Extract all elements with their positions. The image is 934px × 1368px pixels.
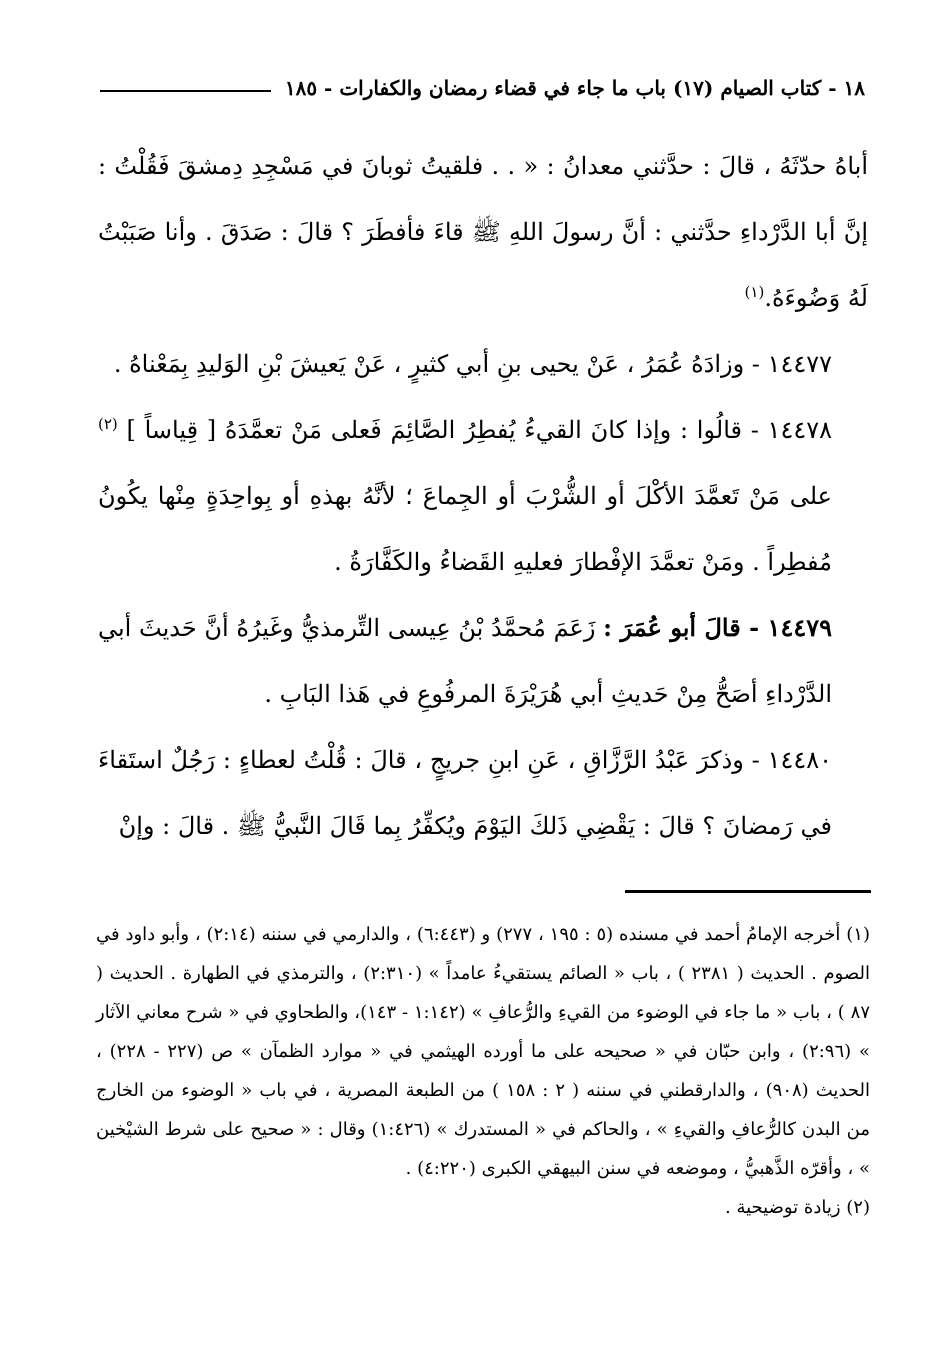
main-text [98, 133, 868, 859]
paragraph-14479 [98, 595, 868, 727]
paragraph-14478 [98, 397, 868, 595]
running-title: ١٨ - كتاب الصيام (١٧) باب ما جاء في قضاء رمضان والكفارات - ١٨٥ [284, 76, 865, 100]
footnote-rule [625, 890, 871, 893]
footnote-1: (١) أخرجه الإمامُ أحمد في مسنده (٥ : ١٩٥ ، ٢٧٧) و (٦:٤٤٣) ، والدارمي في سننه (٢:١٤) ، وأبو داود في الصوم . الحديث ( ٢٣٨١ ) ، باب « الصائم يستقيءُ عامداً » (٢:٣١٠) ، والترمذي في الطهارة . الحديث ( ٨٧ ) ، باب « ما جاء في الوضوء من القيءِ والرُّعافِ » (١:١٤٢ - ١٤٣)، والطحاوي في « شرح معاني الآثار » (٢:٩٦) ، وابن حبّان في « صحيحه على ما أورده الهيثمي في « موارد الظمآن » ص (٢٢٧ - ٢٢٨) ، الحديث (٩٠٨) ، والدارقطني في سننه ( ٢ : ١٥٨ ) من الطبعة المصرية ، في باب « الوضوء من الخارج من البدن كالرُّعافِ والقيءِ » ، والحاكم في « المستدرك » (١:٤٢٦) وقال : « صحيح على شرط الشيْخين » ، وأقرّه الذَّهبيُّ ، وموضعه في سنن البيهقي الكبرى (٤:٢٢٠) . [96, 924, 871, 1179]
paragraph-14477: ١٤٤٧٧ - وزادَهُ عُمَرُ ، عَنْ يحيى بنِ أبي كثيرٍ ، عَنْ يَعيشَ بْنِ الوَليدِ بِمَعْناهُ . [113, 350, 832, 378]
header-rule [100, 90, 271, 92]
running-header [100, 76, 865, 100]
footnotes [96, 915, 870, 1227]
paragraph-lead: ١٤٤٧٩ - قالَ أبو عُمَرَ : [603, 613, 832, 642]
paragraph-continuation [98, 133, 868, 331]
footnote-2: (٢) زيادة توضيحية . [725, 1197, 870, 1218]
footnote-marker-2: (٢) [98, 415, 118, 433]
paragraph-14480: ١٤٤٨٠ - وذكرَ عَبْدُ الرَّزَّاقِ ، عَنِ ابنِ جريجٍ ، قالَ : قُلْتُ لعطاءٍ : رَجُلٌ استَقاءَ في رَمضانَ ؟ قالَ : يَقْضِي ذَلكَ اليَوْمَ ويُكفِّرُ بِما قَالَ النَّبيُّ ﷺ . قالَ : وإنْ [98, 746, 832, 840]
footnote-marker-1: (١) [744, 283, 765, 301]
paragraph-text: على مَنْ تَعمَّدَ الأكْلَ أو الشُّرْبَ أو الجِماعَ ؛ لأنَّهُ بهذهِ أو بِواحِدَةٍ مِنْها يكُونُ مُفطِراً . ومَنْ تعمَّدَ الإفْطارَ فعليهِ القَضاءُ والكَفَّارَةُ . [98, 482, 832, 576]
paragraph-text: زَعَمَ مُحمَّدُ بْنُ عِيسى التِّرمذيُّ وغَيرُهُ أنَّ حَديثَ أبي الدَّرْداءِ أصَحُّ مِنْ حَديثِ أبي هُرَيْرَةَ المرفُوعِ في هَذا البَابِ . [98, 614, 832, 708]
paragraph-text: أباهُ حدّثَهُ ، قالَ : حدَّثني معدانُ : « . . فلقيتُ ثوبانَ في مَسْجِدِ دِمشقَ فَقُلْتُ : إنَّ أبا الدَّرْداءِ حدَّثني : أنَّ رسولَ اللهِ ﷺ قاءَ فأفطَرَ ؟ قالَ : صَدَقَ . وأنا صَبَبْتُ لَهُ وَضُوءَهُ. [98, 152, 868, 312]
paragraph-text: ١٤٤٧٨ - قالُوا : وإذا كانَ القيءُ يُفطِرُ الصَّائِمَ فَعلى مَنْ تعمَّدَهُ [ قِياساً ] [126, 416, 832, 444]
